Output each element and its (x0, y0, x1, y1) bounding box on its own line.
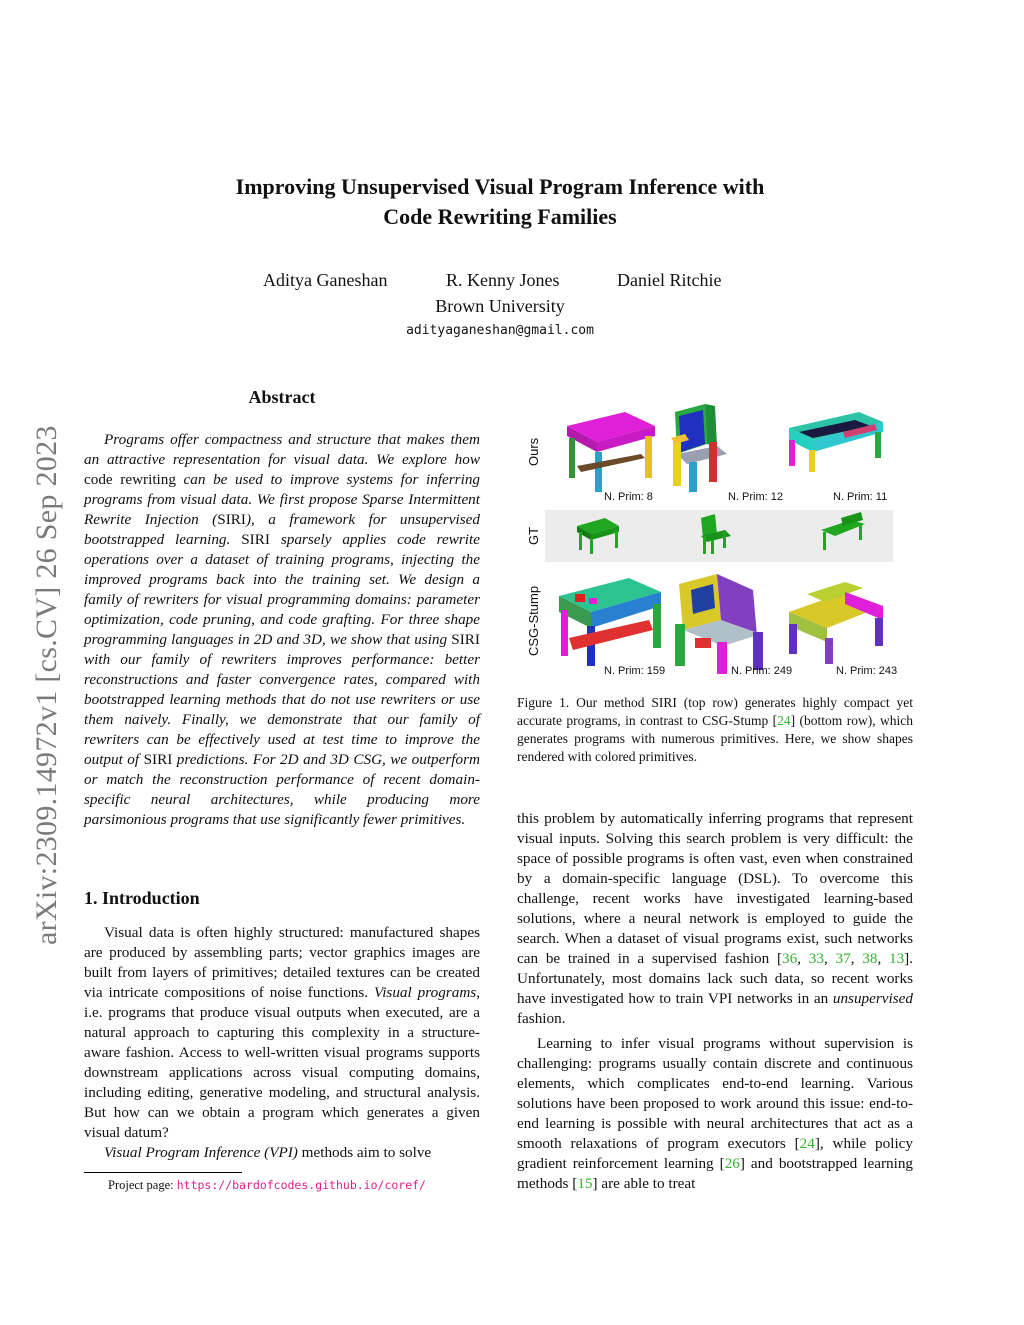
right-p2-text-c: ] and bootstrapped learning methods [ (517, 1155, 914, 1192)
footnote-label: Project page: (108, 1178, 177, 1192)
project-page-link[interactable]: https://bardofcodes.github.io/coref/ (176, 1178, 426, 1192)
title-line-1: Improving Unsupervised Visual Program Inference with (235, 174, 765, 199)
abstract-siri-3: SIRI (451, 631, 480, 648)
right-p1-text-b: ]. Unfortunately, most domains lack such data, so recent works have investigated how to train VPI networks in an (517, 950, 914, 1007)
abstract-text-2: can be used to improve systems for inferring programs from visual data. We first propose Sparse Intermittent Rewrite Injection ( (84, 471, 481, 528)
citation[interactable]: 33 (808, 950, 824, 967)
citation[interactable]: 38 (862, 950, 878, 967)
abstract-text-6: predictions. For 2D and 3D CSG, we outperform or match the reconstruction performance of recent domain-specific neural architectures, while producing more parsimonious programs that use significantly fewer primitives. (84, 751, 480, 828)
footnote-rule (84, 1172, 242, 1173)
caption-text-a: Figure 1. Our method SIRI (top row) generates highly compact yet accurate programs, in contrast to CSG-Stump [ (517, 695, 913, 728)
intro-right-column (517, 809, 913, 1194)
right-p2-text-b: ], while policy gradient reinforcement learning [ (517, 1135, 913, 1172)
row-label-ours: Ours (526, 437, 541, 466)
author-email[interactable]: adityaganeshan@gmail.com (406, 323, 594, 338)
abstract-code-rewriting: code rewriting (84, 471, 176, 488)
right-p1-emphasis: unsupervised (832, 990, 913, 1007)
intro-right-paragraph-2 (517, 1034, 913, 1194)
abstract-text-3: ), a framework for unsupervised bootstrapped learning. (84, 511, 481, 548)
caption-text-b: ] (bottom row), which generates programs with numerous primitives. Here, we show shapes rendered with colored primitives. (517, 713, 913, 764)
intro-p1-rest: , i.e. programs that produce visual outputs when executed, are a natural approach to capturing this complexity in a structure-aware fashion. Access to well-written visual programs supports downstream applications across visual computing domains, including editing, generative modeling, and structural analysis. But how can we obtain a program which generates a given visual datum? (84, 984, 480, 1141)
right-p1-text-c: fashion. (517, 1010, 566, 1027)
intro-left-column (84, 923, 480, 1163)
right-p2-text-d: ] are able to treat (592, 1175, 696, 1192)
intro-paragraph-1 (84, 923, 480, 1143)
ours-chair-render (671, 404, 727, 492)
row-label-csg-stump: CSG-Stump (526, 585, 541, 656)
abstract-heading: Abstract (248, 387, 316, 407)
intro-heading: 1. Introduction (84, 888, 200, 908)
caption-citation[interactable]: 24 (777, 713, 791, 728)
ours-prim-count-1: N. Prim: 8 (604, 491, 653, 503)
title-line-2: Code Rewriting Families (383, 204, 617, 229)
ours-prim-count-3: N. Prim: 11 (833, 491, 888, 503)
right-p1-text-a: this problem by automatically inferring programs that represent visual inputs. Solving this search problem is very difficult: the space of possible programs is often vast, even when constrained by a domain-specific language (DSL). To overcome this challenge, recent works have investigated learning-based solutions, where a neural network is employed to guide the search. When a dataset of visual programs exist, such networks can be trained in a supervised fashion [ (517, 810, 913, 967)
gt-chair-render (701, 514, 731, 554)
citation[interactable]: 37 (835, 950, 851, 967)
intro-p1-text: Visual data is often highly structured: manufactured shapes are produced by assembling parts; vector graphics images are built from layers of primitives; detailed textures can be created via intricate compositions of noise functions. (84, 924, 480, 1001)
abstract-text-1: Programs offer compactness and structure that makes them an attractive representation for visual data. We explore how (84, 431, 480, 468)
citation[interactable]: 15 (577, 1175, 593, 1192)
ours-table-render (567, 412, 655, 492)
abstract-body (84, 430, 480, 830)
stump-table-render (559, 578, 661, 666)
figure-1-renders (545, 398, 905, 688)
stump-chair-render (675, 574, 763, 674)
stump-prim-count-3: N. Prim: 243 (836, 665, 898, 677)
intro-p2-emphasis: Visual Program Inference (VPI) (104, 1144, 298, 1161)
abstract-text-4: sparsely applies code rewrite operations over a dataset of training programs, injecting the improved programs back into the training set. We design a family of rewriters for visual programming domains: parameter optimization, code pruning, and code grafting. For three shape programming languages in 2D and 3D, we show that using (84, 531, 480, 648)
author-3: Daniel Ritchie (617, 270, 722, 290)
abstract-text-5: with our family of rewriters improves performance: better reconstructions and faster convergence rates, compared with bootstrapped learning methods that do not use rewriters or use them naively. Finally, we demonstrate that our family of rewriters can be effectively used at test time to improve the output of (84, 651, 480, 768)
stump-prim-count-1: N. Prim: 159 (604, 665, 666, 677)
ours-prim-count-2: N. Prim: 12 (728, 491, 784, 503)
intro-p1-emphasis: Visual programs (374, 984, 477, 1001)
citation[interactable]: 13 (888, 950, 905, 967)
citation[interactable]: 26 (724, 1155, 740, 1172)
citation[interactable]: 36 (782, 950, 798, 967)
gt-bench-render (821, 512, 865, 550)
intro-p2-rest: methods aim to solve (297, 1144, 432, 1161)
author-1: Aditya Ganeshan (263, 270, 388, 290)
abstract-siri-4: SIRI (143, 751, 173, 768)
stump-bench-render (789, 582, 883, 664)
row-label-gt: GT (526, 526, 541, 545)
citation[interactable]: 24 (799, 1135, 815, 1152)
figure-1-caption (517, 694, 913, 766)
affiliation: Brown University (435, 296, 565, 316)
abstract-siri-1: SIRI (217, 511, 246, 528)
gt-table-render (577, 518, 619, 554)
intro-paragraph-2 (84, 1143, 480, 1163)
right-p2-text-a: Learning to infer visual programs without supervision is challenging: programs usually contain discrete and continuous elements, which complicates end-to-end learning. Various solutions have been proposed to work around this issue: end-to-end learning is possible with neural architectures that act as a smooth relaxations of program executors [ (517, 1035, 913, 1152)
abstract-siri-2: SIRI (241, 531, 270, 548)
intro-right-paragraph-1: this problem by automatically inferring programs that represent visual inputs. Solving this search problem is very difficult: the space of possible programs is often vast, even when constrained by a domain-specific language (DSL). To overcome this challenge, recent works have investigated learning-based solutions, where a neural network is employed to guide the search. When a dataset of visual programs exist, such networks can be trained in a supervised fashion [36, 33, 37, 38, 13]. Unfortunately, most domains lack such data, so recent works have investigated how to train VPI networks in an unsupervised fashion. (517, 810, 914, 1027)
footnote (84, 1178, 480, 1193)
stump-prim-count-2: N. Prim: 249 (731, 665, 793, 677)
ours-bench-render (789, 412, 883, 472)
paper-title (150, 172, 850, 232)
author-2: R. Kenny Jones (446, 270, 560, 290)
arxiv-stamp: arXiv:2309.14972v1 [cs.CV] 26 Sep 2023 (30, 425, 63, 945)
